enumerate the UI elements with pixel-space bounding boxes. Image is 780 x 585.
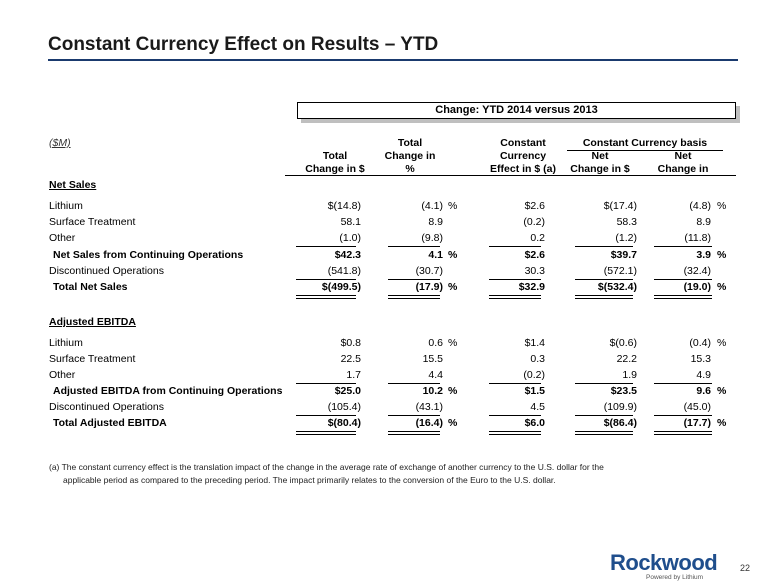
header-total-change-pct: [375, 137, 445, 176]
pct-sign: %: [717, 200, 727, 212]
cell-total-change-pct: (4.1): [421, 200, 443, 212]
cell-total-change-dollar: (1.0): [339, 232, 361, 244]
row-label: Discontinued Operations: [49, 265, 164, 277]
cell-net-change-pct: (45.0): [683, 401, 711, 413]
cell-net-change-pct: (4.8): [689, 200, 711, 212]
row-label: Discontinued Operations: [49, 401, 164, 413]
total-double-rule: [489, 431, 541, 435]
cell-net-change-dollar: $(86.4): [603, 417, 637, 429]
row-label: Adjusted EBITDA from Continuing Operations: [53, 385, 283, 397]
subtotal-rule: [654, 246, 712, 247]
section-net-sales: Net Sales: [49, 179, 97, 191]
change-box: Change: YTD 2014 versus 2013: [297, 102, 736, 119]
cell-cc-effect: 0.3: [530, 353, 545, 365]
page-number: 22: [740, 563, 751, 573]
cell-net-change-dollar: 58.3: [616, 216, 637, 228]
footnote: [49, 461, 689, 487]
header-cc-basis: Constant Currency basis: [582, 137, 708, 149]
cell-total-change-dollar: $(80.4): [327, 417, 361, 429]
cell-net-change-dollar: $23.5: [610, 385, 637, 397]
logo-tagline: Powered by Lithium: [646, 574, 704, 581]
cell-net-change-dollar: 1.9: [622, 369, 637, 381]
pct-sign: %: [717, 337, 727, 349]
pct-sign: %: [717, 249, 727, 261]
cell-net-change-pct: 4.9: [696, 369, 711, 381]
row-label: Total Adjusted EBITDA: [53, 417, 167, 429]
cell-total-change-dollar: $(14.8): [327, 200, 361, 212]
cell-total-change-pct: 8.9: [428, 216, 443, 228]
header-line: Change in: [657, 163, 709, 175]
row-label: Lithium: [49, 200, 83, 212]
pct-sign: %: [448, 281, 458, 293]
pct-sign: %: [717, 385, 727, 397]
cell-cc-effect: $2.6: [524, 249, 545, 261]
cell-cc-effect: 4.5: [530, 401, 545, 413]
subtotal-rule: [388, 246, 440, 247]
header-net-change: [648, 150, 718, 176]
total-double-rule: [296, 431, 356, 435]
row-label: Net Sales from Continuing Operations: [53, 249, 244, 261]
footnote-line: applicable period as compared to the preceding period. The impact primarily relates to the conversion of the Euro to the U.S. dollar.: [63, 475, 556, 485]
pct-sign: %: [448, 200, 458, 212]
total-double-rule: [575, 431, 633, 435]
table-row: [49, 416, 739, 431]
header-line: Change in $: [570, 163, 630, 175]
table-row: [49, 248, 739, 263]
cell-net-change-dollar: 22.2: [616, 353, 637, 365]
footnote-line: (a) The constant currency effect is the translation impact of the change in the average rate of exchange of another currency to the U.S. dollar for the: [49, 462, 604, 472]
pct-sign: %: [448, 417, 458, 429]
page-title: Constant Currency Effect on Results – YTD: [48, 34, 439, 55]
header-line: Constant: [500, 137, 546, 149]
cell-total-change-dollar: (105.4): [327, 401, 361, 413]
cell-total-change-pct: 10.2: [422, 385, 443, 397]
cell-cc-effect: $32.9: [518, 281, 545, 293]
table-row: [49, 231, 739, 246]
table-row: [49, 280, 739, 295]
pct-sign: %: [448, 249, 458, 261]
cell-net-change-pct: (32.4): [683, 265, 711, 277]
pct-sign: %: [448, 385, 458, 397]
cell-total-change-pct: 0.6: [428, 337, 443, 349]
row-label: Other: [49, 232, 76, 244]
header-line: Effect in $ (a): [490, 163, 556, 175]
cell-cc-effect: $1.5: [524, 385, 545, 397]
cell-total-change-pct: (43.1): [415, 401, 443, 413]
header-line: Net: [674, 150, 692, 162]
cell-total-change-dollar: $42.3: [334, 249, 361, 261]
subtotal-rule: [575, 246, 633, 247]
cell-net-change-dollar: $(0.6): [609, 337, 637, 349]
cell-net-change-dollar: (572.1): [603, 265, 637, 277]
cell-net-change-dollar: $39.7: [610, 249, 637, 261]
row-label: Lithium: [49, 337, 83, 349]
cell-net-change-dollar: (1.2): [615, 232, 637, 244]
cell-total-change-pct: 4.1: [428, 249, 443, 261]
row-label: Total Net Sales: [53, 281, 128, 293]
pct-sign: %: [448, 337, 458, 349]
total-double-rule: [296, 295, 356, 299]
header-rule: [285, 175, 736, 176]
cell-net-change-pct: 3.9: [696, 249, 711, 261]
table-row: [49, 352, 739, 367]
table-row: [49, 384, 739, 399]
units-label: ($M): [49, 137, 71, 149]
cell-total-change-dollar: $(499.5): [321, 281, 361, 293]
cell-total-change-dollar: $25.0: [334, 385, 361, 397]
total-double-rule: [388, 295, 440, 299]
section-adjusted-ebitda: Adjusted EBITDA: [49, 316, 136, 328]
table-row: [49, 199, 739, 214]
header-line: Currency: [499, 150, 547, 162]
cell-net-change-dollar: (109.9): [603, 401, 637, 413]
header-net-change-dollar: [560, 150, 640, 176]
header-line: Change in: [384, 150, 436, 162]
cell-cc-effect: (0.2): [523, 216, 545, 228]
table-row: [49, 215, 739, 230]
cell-cc-effect: 30.3: [524, 265, 545, 277]
cell-net-change-pct: (0.4): [689, 337, 711, 349]
cell-cc-effect: (0.2): [523, 369, 545, 381]
table-row: [49, 264, 739, 279]
cell-net-change-dollar: $(532.4): [597, 281, 637, 293]
cell-cc-effect: $2.6: [524, 200, 545, 212]
cell-total-change-pct: 4.4: [428, 369, 443, 381]
header-total-change-dollar: [300, 150, 370, 176]
header-line: Change in $: [305, 163, 365, 175]
cell-net-change-pct: (19.0): [683, 281, 711, 293]
logo-wordmark: Rockwood: [610, 550, 718, 575]
pct-sign: %: [717, 281, 727, 293]
cell-total-change-pct: (17.9): [415, 281, 443, 293]
total-double-rule: [388, 431, 440, 435]
cell-total-change-pct: (16.4): [415, 417, 443, 429]
cell-total-change-dollar: 1.7: [346, 369, 361, 381]
table-row: [49, 400, 739, 415]
cell-total-change-pct: (9.8): [421, 232, 443, 244]
total-double-rule: [654, 295, 712, 299]
row-label: Surface Treatment: [49, 353, 136, 365]
title-rule: [48, 59, 738, 61]
cell-net-change-pct: (11.8): [684, 232, 711, 244]
cell-cc-effect: $1.4: [524, 337, 545, 349]
cell-total-change-dollar: (541.8): [327, 265, 361, 277]
header-line: Net: [591, 150, 609, 162]
cell-total-change-pct: (30.7): [415, 265, 443, 277]
cell-total-change-dollar: 22.5: [340, 353, 361, 365]
cell-cc-effect: $6.0: [524, 417, 545, 429]
total-double-rule: [575, 295, 633, 299]
subtotal-rule: [296, 246, 356, 247]
cell-net-change-pct: (17.7): [683, 417, 711, 429]
cell-net-change-pct: 9.6: [696, 385, 711, 397]
table-row: [49, 368, 739, 383]
rockwood-logo: [610, 550, 730, 580]
cell-net-change-pct: 8.9: [696, 216, 711, 228]
row-label: Surface Treatment: [49, 216, 136, 228]
total-double-rule: [489, 295, 541, 299]
header-line: Total: [322, 150, 348, 162]
cell-total-change-dollar: 58.1: [340, 216, 361, 228]
table-row: [49, 336, 739, 351]
header-line: %: [405, 163, 415, 175]
header-line: Total: [397, 137, 423, 149]
cell-total-change-pct: 15.5: [422, 353, 443, 365]
cell-total-change-dollar: $0.8: [340, 337, 361, 349]
cell-cc-effect: 0.2: [530, 232, 545, 244]
pct-sign: %: [717, 417, 727, 429]
row-label: Other: [49, 369, 76, 381]
cell-net-change-pct: 15.3: [690, 353, 711, 365]
cell-net-change-dollar: $(17.4): [603, 200, 637, 212]
header-constant-currency: [478, 137, 568, 176]
total-double-rule: [654, 431, 712, 435]
subtotal-rule: [489, 246, 541, 247]
